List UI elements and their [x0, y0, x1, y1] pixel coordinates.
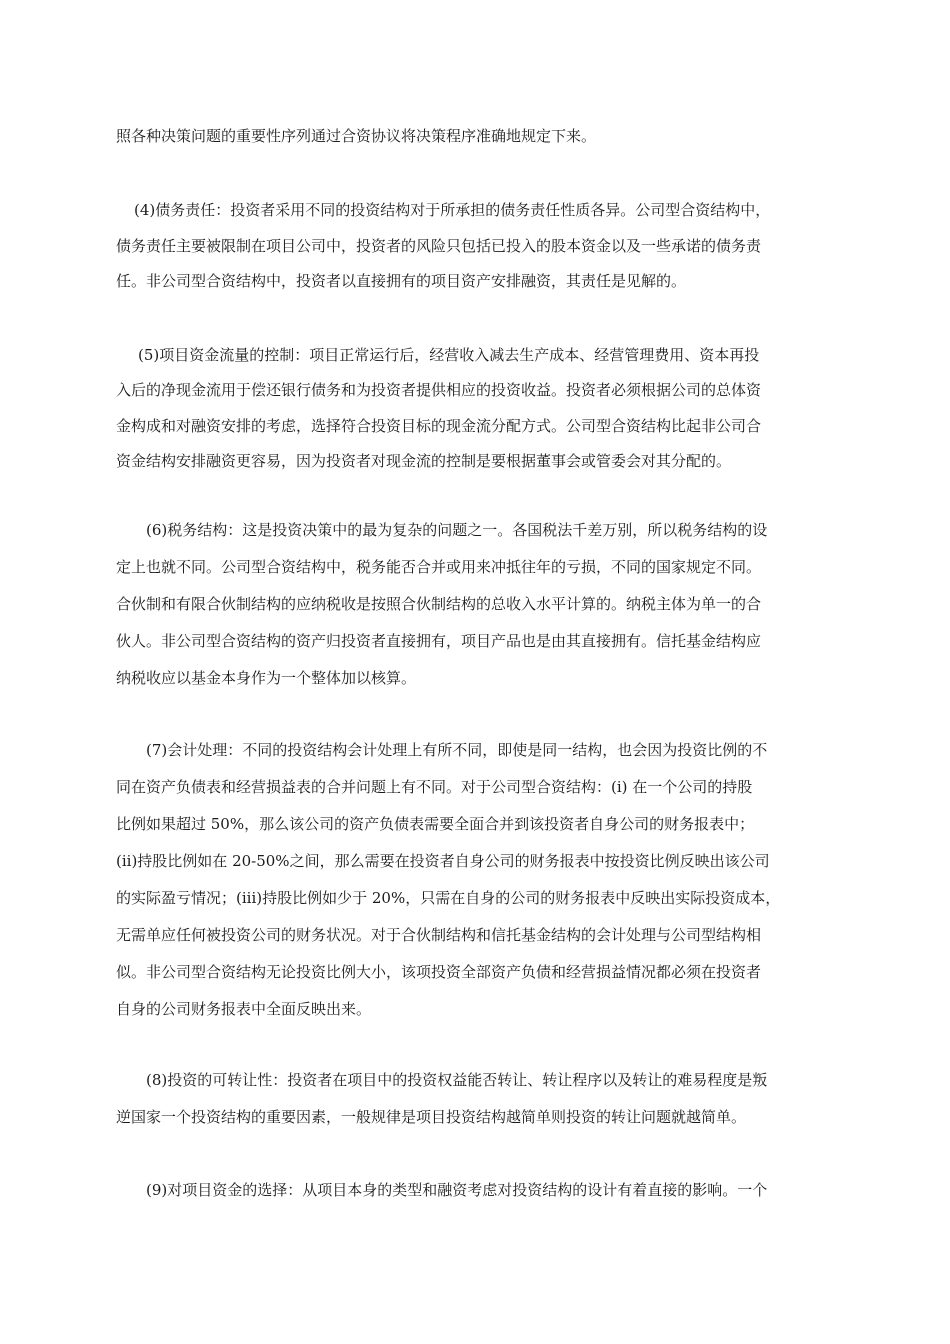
text-line: (5)项目资金流量的控制：项目正常运行后，经营收入减去生产成本、经营管理费用、资本再投 — [138, 346, 760, 364]
text-line: 合伙制和有限合伙制结构的应纳税收是按照合伙制结构的总收入水平计算的。纳税主体为单一的合 — [116, 595, 762, 613]
text-line: 逆国家一个投资结构的重要因素，一般规律是项目投资结构越简单则投资的转让问题就越简单。 — [116, 1108, 747, 1126]
text-line: 无需单应任何被投资公司的财务状况。对于合伙制结构和信托基金结构的会计处理与公司型结构相 — [116, 926, 762, 944]
text-line: (7)会计处理：不同的投资结构会计处理上有所不同，即使是同一结构，也会因为投资比例的不 — [146, 741, 768, 759]
text-line: (9)对项目资金的选择：从项目本身的类型和融资考虑对投资结构的设计有着直接的影响。一个 — [146, 1181, 768, 1199]
text-line: (ii)持股比例如在 20-50%之间，那么需要在投资者自身公司的财务报表中按投资比例反映出该公司 — [116, 852, 770, 870]
text-line: 任。非公司型合资结构中，投资者以直接拥有的项目资产安排融资，其责任是见解的。 — [116, 272, 687, 290]
text-line: 资金结构安排融资更容易，因为投资者对现金流的控制是要根据董事会或管委会对其分配的。 — [116, 452, 732, 470]
text-line: 金构成和对融资安排的考虑，选择符合投资目标的现金流分配方式。公司型合资结构比起非公司合 — [116, 417, 762, 435]
text-line: 债务责任主要被限制在项目公司中，投资者的风险只包括已投入的股本资金以及一些承诺的债务责 — [116, 237, 762, 255]
text-line: 自身的公司财务报表中全面反映出来。 — [116, 1000, 372, 1018]
text-line: 定上也就不同。公司型合资结构中，税务能否合并或用来冲抵往年的亏损，不同的国家规定不同。 — [116, 558, 762, 576]
text-line: (6)税务结构：这是投资决策中的最为复杂的问题之一。各国税法千差万别，所以税务结构的设 — [146, 521, 768, 539]
text-line: 似。非公司型合资结构无论投资比例大小，该项投资全部资产负债和经营损益情况都必须在投资者 — [116, 963, 762, 981]
text-line: 比例如果超过 50%，那么该公司的资产负债表需要全面合并到该投资者自身公司的财务报表中； — [116, 815, 755, 833]
text-line: 照各种决策问题的重要性序列通过合资协议将决策程序准确地规定下来。 — [116, 127, 597, 145]
text-line: 入后的净现金流用于偿还银行债务和为投资者提供相应的投资收益。投资者必须根据公司的总体资 — [116, 381, 762, 399]
text-line: (4)债务责任：投资者采用不同的投资结构对于所承担的债务责任性质各异。公司型合资结构中， — [134, 201, 771, 219]
text-line: 纳税收应以基金本身作为一个整体加以核算。 — [116, 669, 417, 687]
text-line: 的实际盈亏情况；(iii)持股比例如少于 20%，只需在自身的公司的财务报表中反映出实际投资成本， — [116, 889, 781, 907]
text-line: 伙人。非公司型合资结构的资产归投资者直接拥有，项目产品也是由其直接拥有。信托基金结构应 — [116, 632, 762, 650]
text-line: (8)投资的可转让性：投资者在项目中的投资权益能否转让、转让程序以及转让的难易程度是叛 — [146, 1071, 768, 1089]
text-line: 同在资产负债表和经营损益表的合并问题上有不同。对于公司型合资结构：(i) 在一个公司的持股 — [116, 778, 753, 796]
